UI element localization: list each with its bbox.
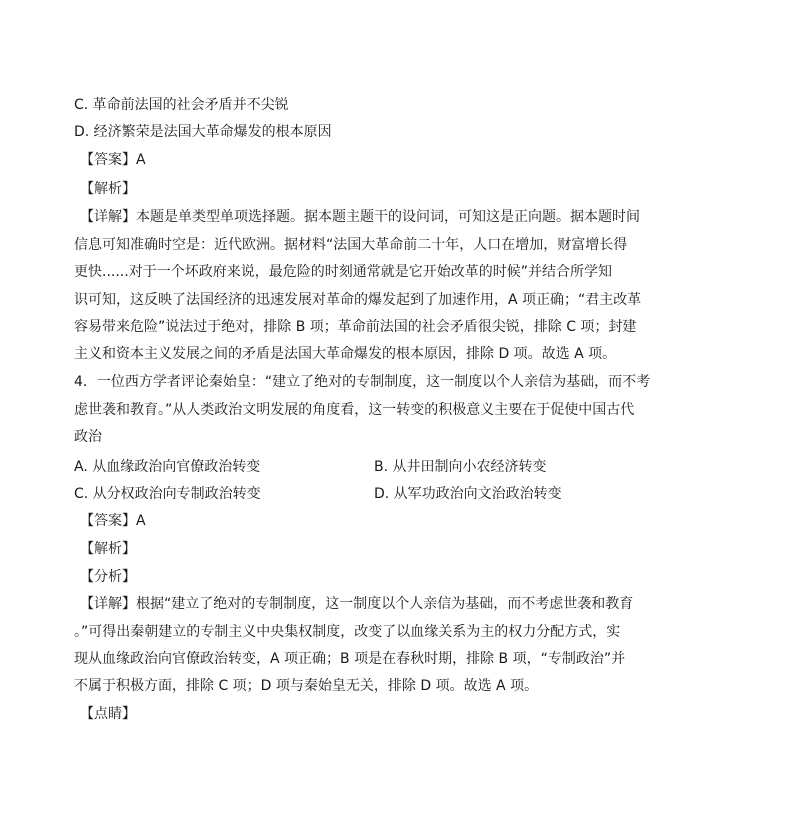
q4-detail-line: 现从血缘政治向官僚政治转变，A 项正确；B 项是在春秋时期，排除 B 项，“专制政治”并: [74, 651, 626, 667]
q4-detail-line: 。”可得出秦朝建立的专制主义中央集权制度，改变了以血缘关系为主的权力分配方式，实: [74, 624, 621, 640]
q4-answer: 【答案】A: [80, 513, 146, 529]
q3-detail-line: 识可知，这反映了法国经济的迅速发展对革命的爆发起到了加速作用，A 项正确；“君主改革: [74, 292, 642, 308]
q4-detail-line: 不属于积极方面，排除 C 项；D 项与秦始皇无关，排除 D 项。故选 A 项。: [74, 678, 539, 694]
q3-option-c: C. 革命前法国的社会矛盾并不尖锐: [74, 97, 289, 113]
q4-option-a: A. 从血缘政治向官僚政治转变: [74, 459, 261, 475]
q4-stem-line: 4．一位西方学者评论秦始皇：“建立了绝对的专制制度，这一制度以个人亲信为基础，而不考: [74, 374, 651, 390]
q4-option-c: C. 从分权政治向专制政治转变: [74, 486, 261, 502]
q4-stem-line: 虑世袭和教育。”从人类政治文明发展的角度看，这一转变的积极意义主要在于促使中国古代: [74, 402, 635, 418]
q3-detail-line: 信息可知准确时空是：近代欧洲。据材料“法国大革命前二十年，人口在增加，财富增长得: [74, 237, 628, 253]
q3-option-d: D. 经济繁荣是法国大革命爆发的根本原因: [74, 124, 332, 140]
q3-detail-line: 【详解】本题是单类型单项选择题。据本题主题干的设问词，可知这是正向题。据本题时间: [80, 209, 640, 225]
q4-option-d: D. 从军功政治向文治政治转变: [374, 486, 562, 502]
q3-analysis-heading: 【解析】: [80, 181, 136, 197]
q4-detail-line: 【详解】根据“建立了绝对的专制制度，这一制度以个人亲信为基础，而不考虑世袭和教育: [80, 596, 634, 612]
q4-option-b: B. 从井田制向小农经济转变: [374, 459, 547, 475]
q4-fenxi-heading: 【分析】: [80, 569, 136, 585]
q4-dianjing-heading: 【点睛】: [80, 706, 136, 722]
q3-answer: 【答案】A: [80, 152, 146, 168]
q3-detail-line: 主义和资本主义发展之间的矛盾是法国大革命爆发的根本原因，排除 D 项。故选 A 项。: [74, 346, 617, 362]
q4-analysis-heading: 【解析】: [80, 541, 136, 557]
q4-stem-line: 政治: [74, 429, 102, 445]
q3-detail-line: 容易带来危险”说法过于绝对，排除 B 项；革命前法国的社会矛盾很尖锐，排除 C 项；封建: [74, 319, 637, 335]
q3-detail-line: 更快......对于一个坏政府来说，最危险的时刻通常就是它开始改革的时候”并结合所学知: [74, 264, 612, 280]
